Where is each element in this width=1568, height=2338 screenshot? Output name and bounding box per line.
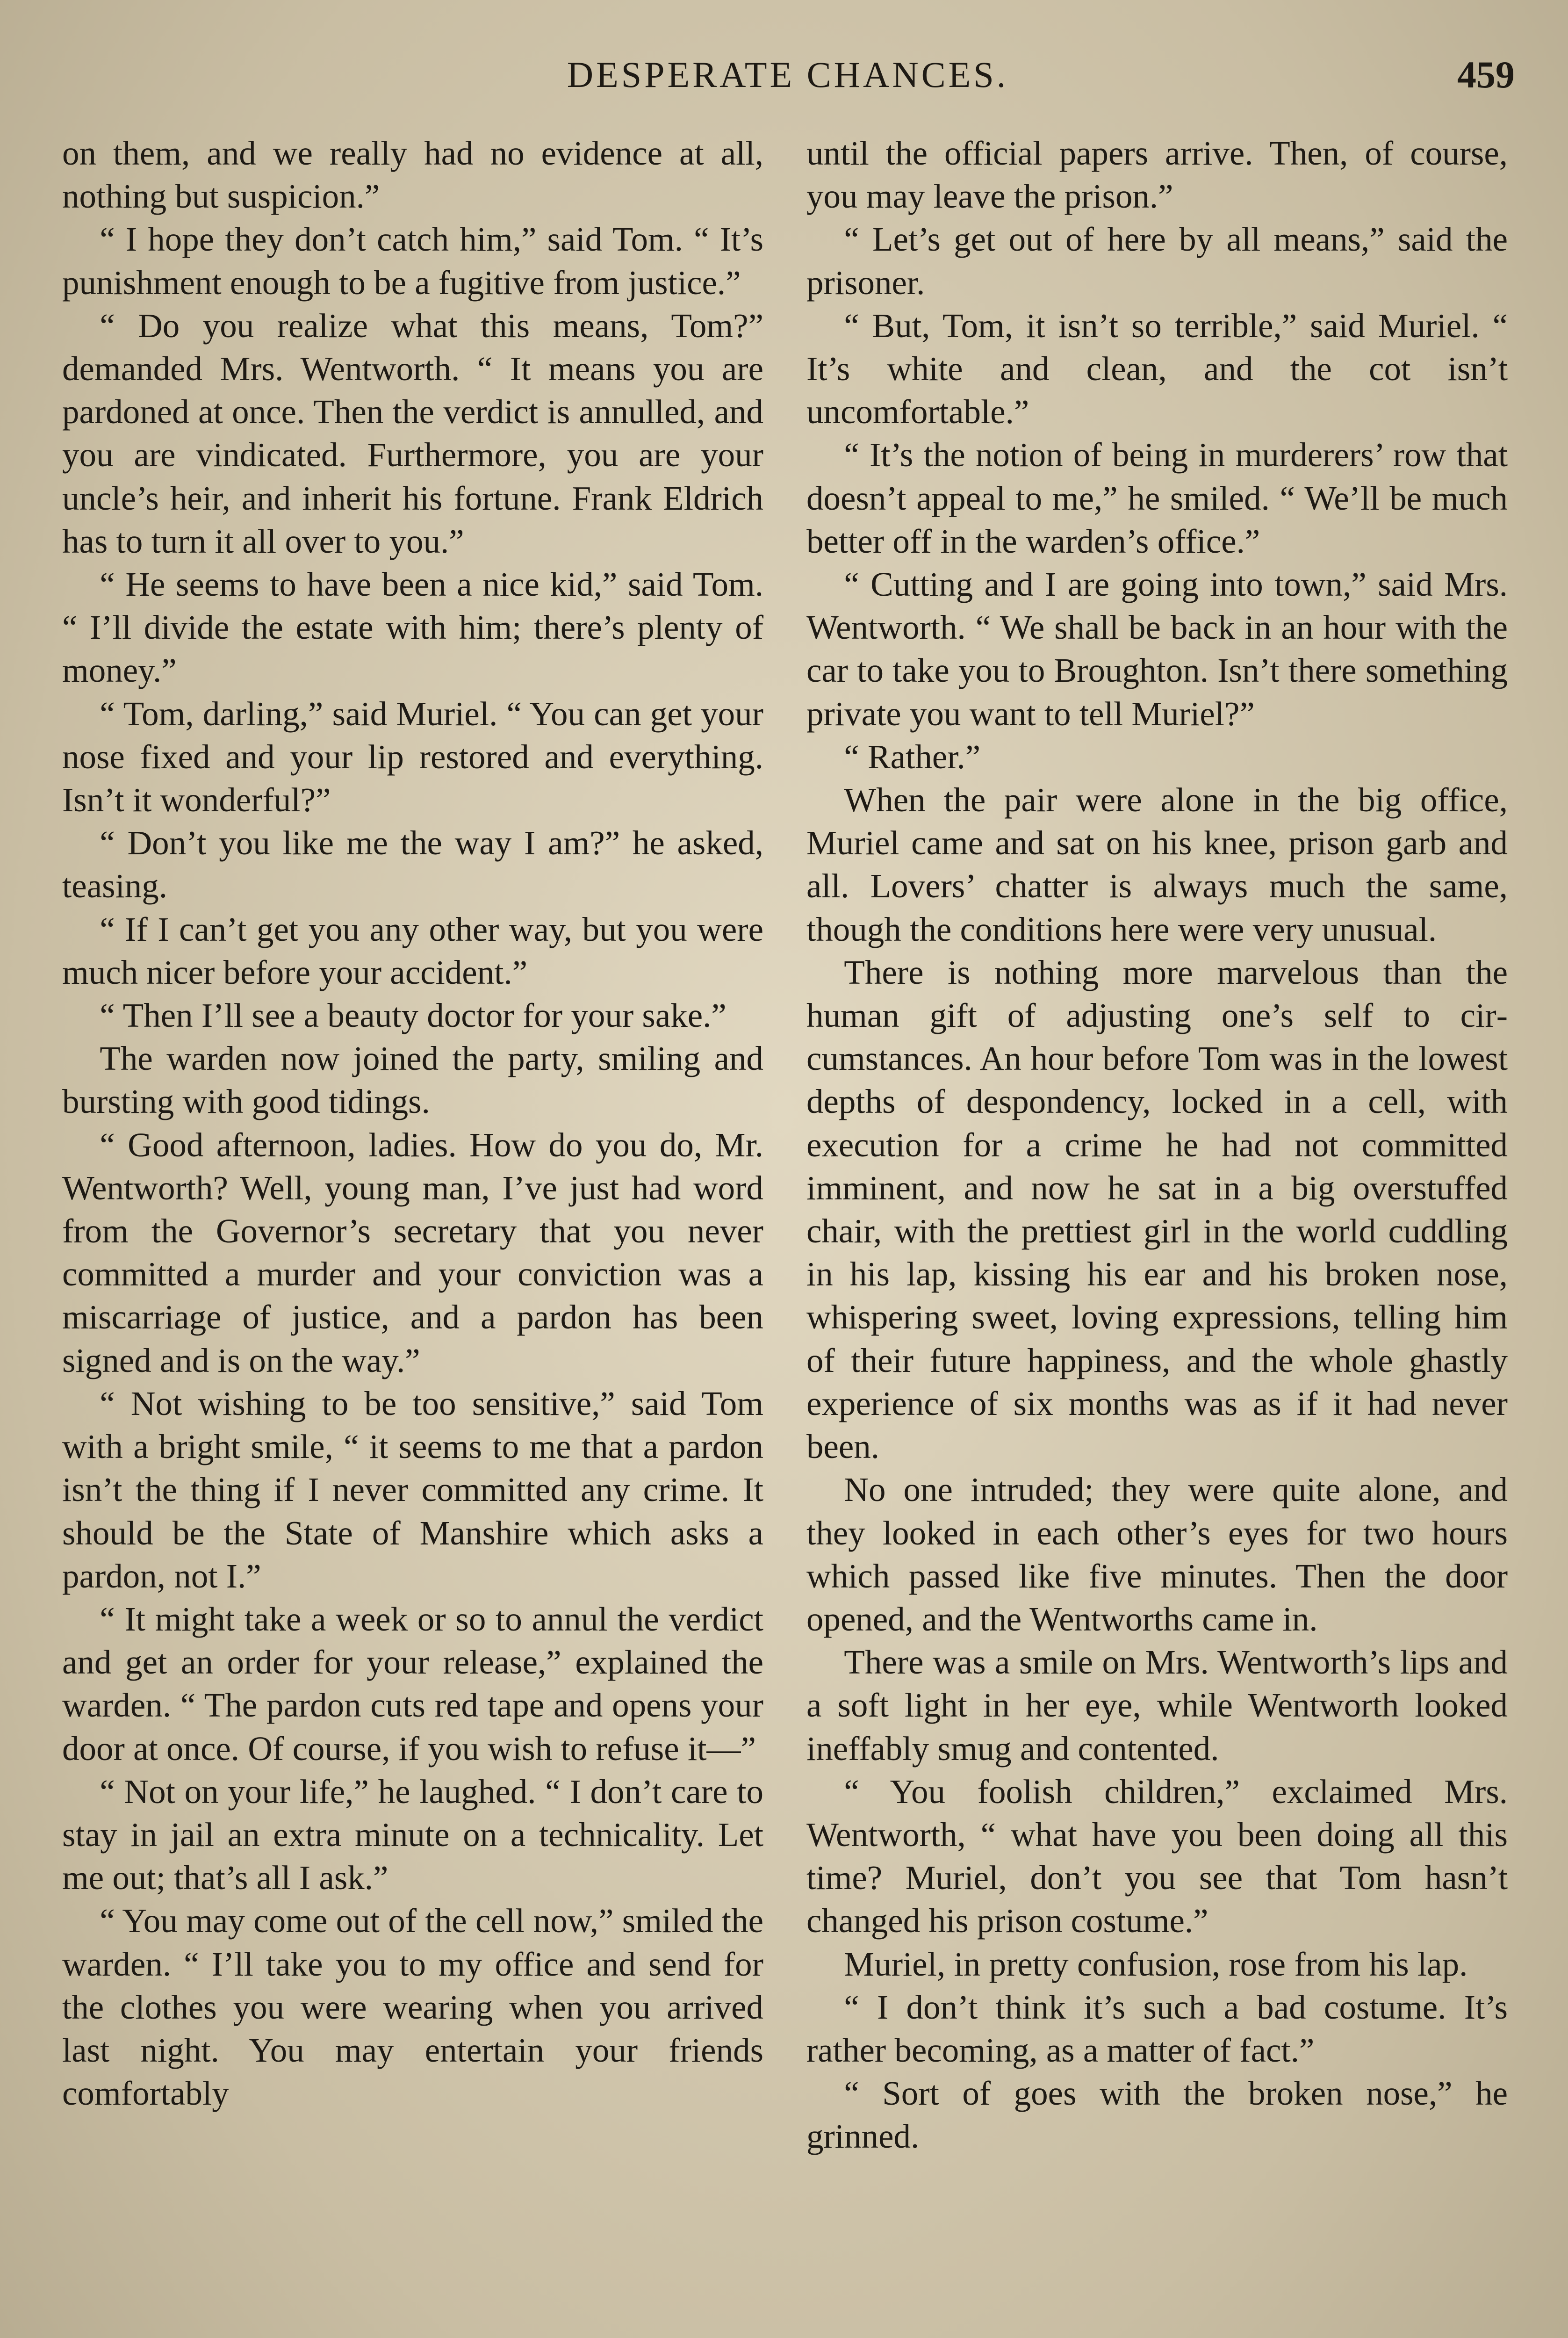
paragraph: “ Sort of goes with the broken nose,” he grinned. — [806, 2074, 1508, 2156]
paragraph: There was a smile on Mrs. Wentworth’s lips and a soft light in her eye, while Wentworth looked ineffably smug and contented. — [806, 1643, 1508, 1768]
paragraph: “ You may come out of the cell now,” smiled the warden. “ I’ll take you to my office and send for the clothes you were wearing when you arrived last night. You may entertain your friends comfortably — [62, 1902, 763, 2113]
paragraph: until the official papers arrive. Then, of course, you may leave the prison.” — [806, 134, 1508, 216]
paragraph: “ Then I’ll see a beauty doctor for your sake.” — [100, 996, 726, 1035]
paragraph: “ He seems to have been a nice kid,” said Tom. “ I’ll divide the estate with him; there’s plenty of money.” — [62, 565, 763, 690]
paragraph: The warden now joined the party, smiling and bursting with good tidings. — [62, 1039, 763, 1121]
paragraph: “ If I can’t get you any other way, but you were much nicer before your accident.” — [62, 910, 763, 991]
paragraph: “ It might take a week or so to annul the verdict and get an order for your release,” explained the warden. “ The pardon cuts red tape and opens your door at once. Of course, if you wish to refuse it—” — [62, 1600, 763, 1768]
paragraph: There is nothing more marvelous than the human gift of adjusting one’s self to circumstances. An hour before Tom was in the lowest depths of despondency, locked in a cell, with execution for a crime he had not committed imminent, and now he sat in a big overstuffed chair, with the prettiest girl in the world cuddling in his lap, kissing his ear and his broken nose, whispering sweet, loving expressions, telling him of their future happiness, and the whole ghastly experience of six months was as if it had never been. — [806, 953, 1508, 1466]
paragraph: “ Good afternoon, ladies. How do you do, Mr. Wentworth? Well, young man, I’ve just had word from the Governor’s secretary that you never committed a murder and your conviction was a miscarriage of justice, and a pardon has been signed and is on the way.” — [62, 1126, 763, 1379]
paragraph: “ I don’t think it’s such a bad costume. It’s rather becoming, as a matter of fact.” — [806, 1988, 1508, 2069]
paragraph: “ Let’s get out of here by all means,” said the prisoner. — [806, 220, 1508, 302]
page-number: 459 — [1457, 53, 1515, 96]
running-title: DESPERATE CHANCES. — [567, 54, 1009, 95]
right-column — [806, 132, 1508, 2158]
paragraph: “ It’s the notion of being in murderers’ row that doesn’t appeal to me,” he smiled. “ We’ll be much better off in the warden’s office.” — [806, 436, 1508, 560]
paragraph: No one intruded; they were quite alone, and they looked in each other’s eyes for two hours which passed like five minutes. Then the door opened, and the Wentworths came in. — [806, 1471, 1508, 1638]
paragraph: When the pair were alone in the big office, Muriel came and sat on his knee, prison garb and all. Lovers’ chatter is always much the same, though the conditions here were very unusual. — [806, 781, 1508, 948]
running-head — [0, 47, 1568, 103]
paragraph: “ Not on your life,” he laughed. “ I don’t care to stay in jail an extra minute on a technicality. Let me out; that’s all I ask.” — [62, 1772, 763, 1897]
paragraph: “ Not wishing to be too sensitive,” said Tom with a bright smile, “ it seems to me that a pardon isn’t the thing if I never committed any crime. It should be the State of Manshire which asks a pardon, not I.” — [62, 1384, 763, 1595]
paragraph: “ Rather.” — [844, 737, 981, 776]
paragraph: on them, and we really had no evidence at all, nothing but suspicion.” — [62, 134, 763, 216]
left-column — [62, 132, 763, 2115]
paragraph: “ Do you realize what this means, Tom?” demanded Mrs. Wentworth. “ It means you are pardoned at once. Then the verdict is annulled, and you are vindicated. Furthermore, you are your uncle’s heir, and inherit his fortune. Frank Eldrich has to turn it all over to you.” — [62, 306, 763, 560]
paragraph: “ Tom, darling,” said Muriel. “ You can get your nose fixed and your lip restored and everything. Isn’t it wonderful?” — [62, 694, 763, 819]
paragraph: Muriel, in pretty confusion, rose from his lap. — [844, 1945, 1468, 1983]
paragraph: “ Cutting and I are going into town,” said Mrs. Wentworth. “ We shall be back in an hour with the car to take you to Broughton. Isn’t there something private you want to tell Muriel?” — [806, 565, 1508, 733]
paragraph: “ I hope they don’t catch him,” said Tom. “ It’s punishment enough to be a fugitive from justice.” — [62, 220, 763, 302]
paragraph: “ Don’t you like me the way I am?” he asked, teasing. — [62, 824, 763, 905]
paragraph: “ You foolish children,” exclaimed Mrs. Wentworth, “ what have you been doing all this time? Muriel, don’t you see that Tom hasn’t changed his prison costume.” — [806, 1772, 1508, 1940]
paragraph: “ But, Tom, it isn’t so terrible,” said Muriel. “ It’s white and clean, and the cot isn’t uncomfortable.” — [806, 306, 1508, 431]
